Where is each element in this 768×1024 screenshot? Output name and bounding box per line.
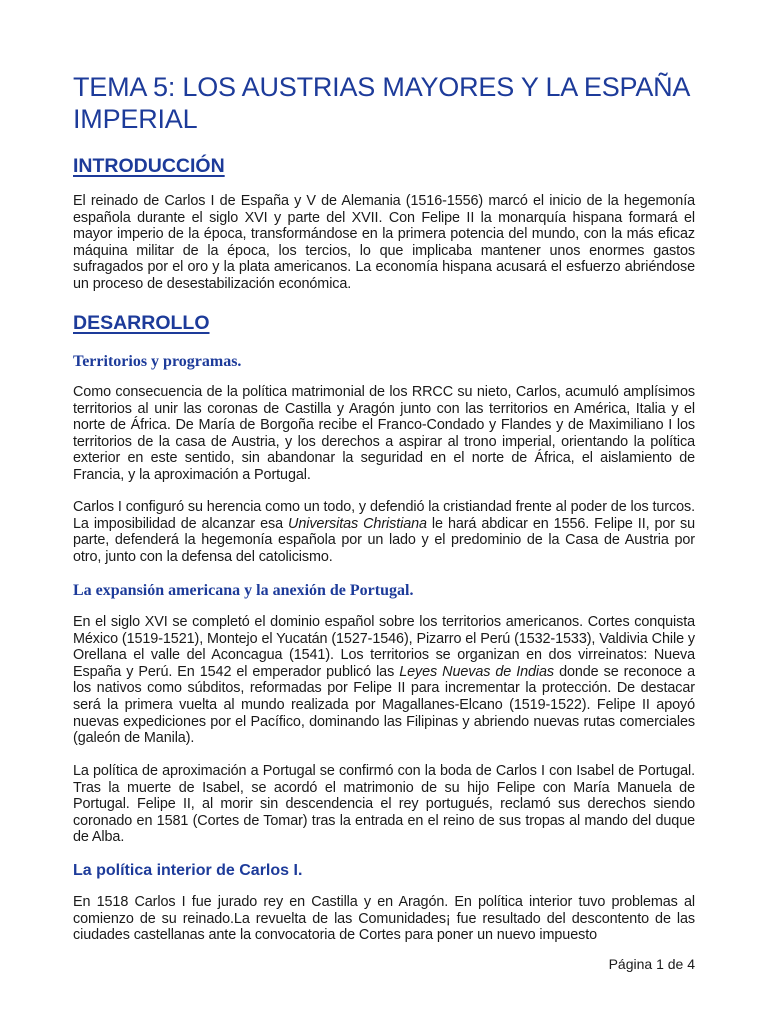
text-run: En el siglo XVI se completó el dominio español sobre los territorios americanos. Cortes conquista México (1519-1521), Montejo el Yucatán (1527-1546), Pizarro el Perú (1532-1533), Valdivia Chile y Orellana el valle del Aconcagua (1541). Los territorios se organizan en dos virreinatos: Nueva España y Perú. En 1542 el emperador publicó las xyxy=(73,614,695,680)
expansion-paragraph-1 xyxy=(73,614,695,747)
text-run: le hará abdicar en 1556. Felipe II, por su parte, defenderá la hegemonía española por un lado y el predominio de la Casa de Austria por otro, junto con la defensa del catolicismo. xyxy=(73,515,695,565)
page-number-footer: Página 1 de 4 xyxy=(608,956,695,972)
politica-interior-paragraph-1: En 1518 Carlos I fue jurado rey en Castilla y en Aragón. En política interior tuvo problemas al comienzo de su reinado.La revuelta de las Comunidades¡ fue resultado del descontento de las ciudades castellanas ante la convocatoria de Cortes para poner un nuevo impuesto xyxy=(73,894,695,944)
emphasis-universitas-christiana: Universitas Christiana xyxy=(288,515,427,532)
section-heading-introduccion: INTRODUCCIÓN xyxy=(73,155,225,177)
section-heading-desarrollo: DESARROLLO xyxy=(73,312,210,334)
emphasis-leyes-nuevas: Leyes Nuevas de Indias xyxy=(399,663,555,680)
subsection-heading-territorios: Territorios y programas. xyxy=(73,353,242,370)
subsection-heading-politica-interior: La política interior de Carlos I. xyxy=(73,862,303,879)
intro-paragraph: El reinado de Carlos I de España y V de Alemania (1516-1556) marcó el inicio de la hegemonía española durante el siglo XVI y parte del XVII. Con Felipe II la monarquía hispana formará el mayor imperio de la época, transformándose en la primera potencia del mundo, con la más eficaz máquina militar de la época, los tercios, lo que implicaba mantener unos enormes gastos sufragados por el oro y la plata americanos. La economía hispana acusará el esfuerzo abriéndose un proceso de desestabilización económica. xyxy=(73,193,695,292)
text-run: donde se reconoce a los nativos como súbditos, reformadas por Felipe II para incrementar la protección. De destacar será la primera vuelta al mundo realizada por Magallanes-Elcano (1519-1522). Felipe II apoyó nuevas expediciones por el Pacífico, dominando las Filipinas y abriendo nuevas rutas comerciales (galeón de Manila). xyxy=(73,663,695,747)
subsection-heading-expansion-americana: La expansión americana y la anexión de Portugal. xyxy=(73,582,414,599)
territorios-paragraph-2 xyxy=(73,499,695,565)
text-run: Carlos I configuró su herencia como un todo, y defendió la cristiandad frente al poder de los turcos. La imposibilidad de alcanzar esa xyxy=(73,499,695,532)
page-title: TEMA 5: LOS AUSTRIAS MAYORES Y LA ESPAÑA IMPERIAL xyxy=(73,72,689,134)
expansion-paragraph-2: La política de aproximación a Portugal se confirmó con la boda de Carlos I con Isabel de Portugal. Tras la muerte de Isabel, se acordó el matrimonio de su hijo Felipe con María Manuela de Portugal. Felipe II, al morir sin descendencia el rey portugués, reclamó sus derechos siendo coronado en 1581 (Cortes de Tomar) tras la entrada en el reino de sus tropas al mando del duque de Alba. xyxy=(73,763,695,846)
territorios-paragraph-1: Como consecuencia de la política matrimonial de los RRCC su nieto, Carlos, acumuló amplísimos territorios al unir las coronas de Castilla y Aragón junto con las territorios en América, Italia y el norte de África. De María de Borgoña recibe el Franco-Condado y Flandes y de Maximiliano I los territorios de la casa de Austria, y los derechos a aspirar al trono imperial, orientando la política exterior en este sentido, sin abandonar la seguridad en el norte de África, el aislamiento de Francia, y la aproximación a Portugal. xyxy=(73,384,695,483)
